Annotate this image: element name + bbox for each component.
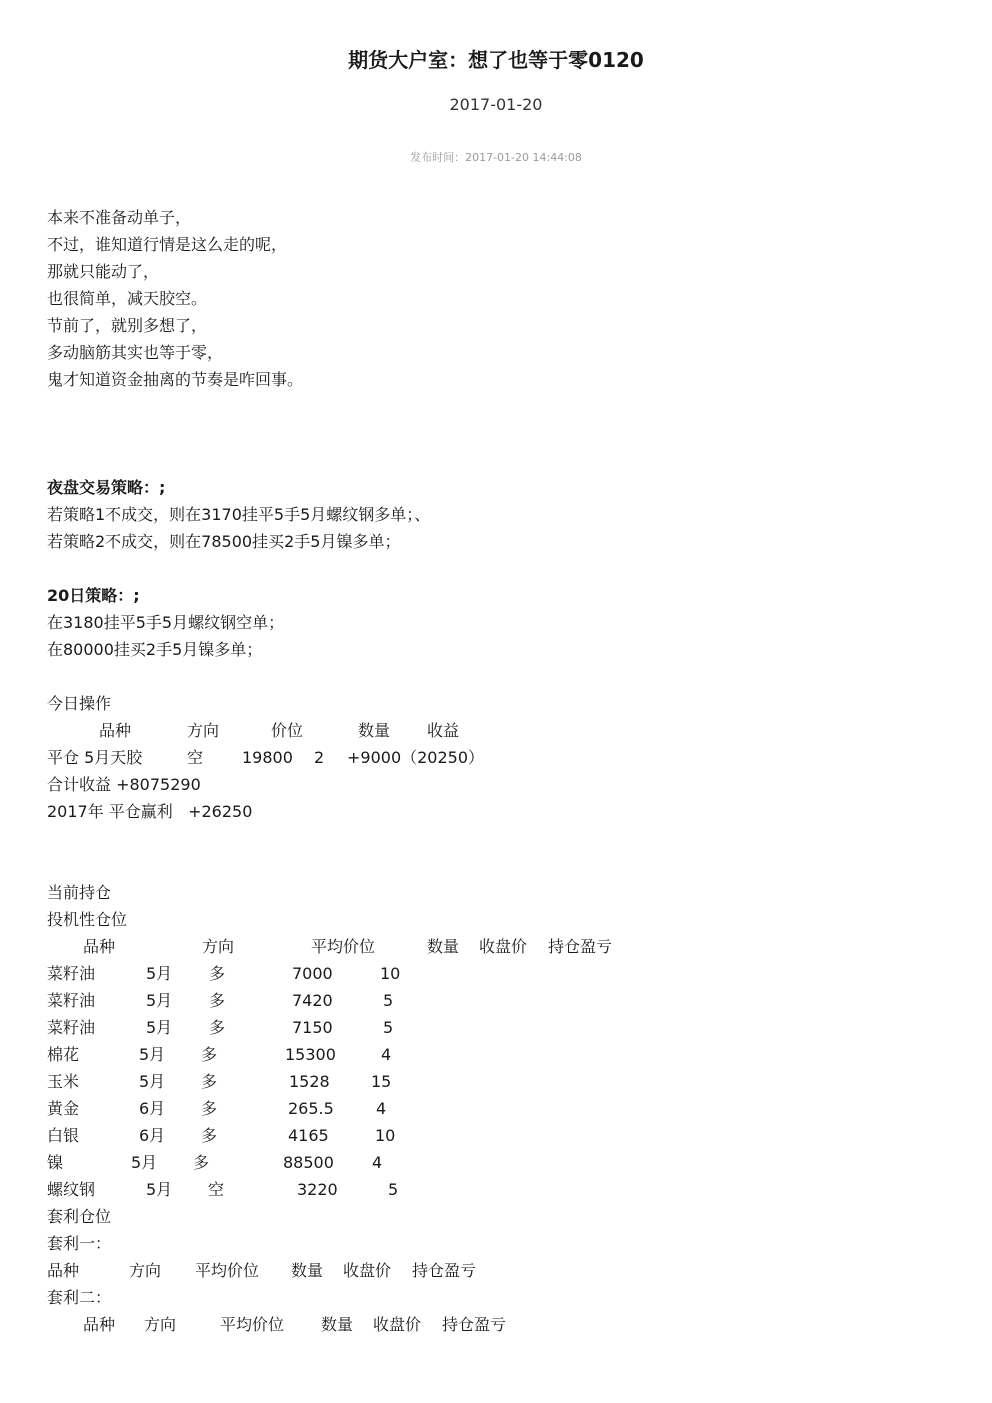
today-ops-header-row [47, 717, 947, 744]
col-header: 品种 [99, 721, 132, 740]
col-header: 平均价位 [195, 1261, 260, 1280]
cell: 多 [193, 1153, 210, 1172]
col-header: 品种 [47, 1261, 80, 1280]
cell: 7150 [292, 1018, 333, 1037]
table-row [47, 987, 947, 1014]
col-header: 数量 [358, 721, 391, 740]
col-header: 持仓盈亏 [548, 937, 613, 956]
intro-line: 那就只能动了， [47, 262, 160, 281]
col-header: 持仓盈亏 [442, 1315, 507, 1334]
table-row [47, 1014, 947, 1041]
col-header: 方向 [187, 721, 220, 740]
cell: 7420 [292, 991, 333, 1010]
intro-line: 鬼才知道资金抽离的节奏是咋回事。 [47, 370, 304, 389]
arb-positions-heading: 套利仓位 [47, 1207, 112, 1226]
cell: 多 [209, 964, 226, 983]
cell: 5月 [139, 1045, 166, 1064]
intro-line: 节前了，就别多想了， [47, 316, 208, 335]
cell: 19800 [242, 748, 293, 767]
col-header: 品种 [83, 937, 116, 956]
day-strategy-line: 在3180挂平5手5月螺纹钢空单； [47, 613, 285, 632]
col-header: 平均价位 [311, 937, 376, 956]
spacer [47, 825, 947, 879]
col-header: 方向 [144, 1315, 177, 1334]
cell: +9000（20250） [347, 748, 485, 767]
cell: 棉花 [47, 1045, 80, 1064]
cell: 5月 [146, 1018, 173, 1037]
arb1-header-row [47, 1257, 947, 1284]
cell: 4 [376, 1099, 387, 1118]
positions-header-row [47, 933, 947, 960]
cell: 多 [201, 1126, 218, 1145]
cell: 多 [201, 1099, 218, 1118]
arb2-label: 套利二： [47, 1288, 112, 1307]
spacer [47, 555, 947, 582]
cell: 6月 [139, 1126, 166, 1145]
table-row [47, 1149, 947, 1176]
cell: 空 [208, 1180, 225, 1199]
spacer [47, 663, 947, 690]
cell: 5月 [131, 1153, 158, 1172]
table-row [47, 1095, 947, 1122]
cell: 多 [201, 1072, 218, 1091]
article-body [47, 204, 947, 1338]
col-header: 数量 [291, 1261, 324, 1280]
cell: 3220 [297, 1180, 338, 1199]
table-row [47, 1122, 947, 1149]
table-row [47, 1176, 947, 1203]
publish-time: 发布时间：2017-01-20 14:44:08 [410, 151, 582, 164]
cell: 7000 [292, 964, 333, 983]
cell: 5 [388, 1180, 399, 1199]
article-title: 期货大户室：想了也等于零0120 [348, 48, 644, 72]
today-ops-heading: 今日操作 [47, 694, 112, 713]
cell: 菜籽油 [47, 991, 96, 1010]
cell: 15300 [285, 1045, 336, 1064]
col-header: 收益 [427, 721, 460, 740]
col-header: 价位 [271, 721, 304, 740]
intro-line: 也很简单，减天胶空。 [47, 289, 208, 308]
cell: 5月 [146, 964, 173, 983]
cell: 15 [371, 1072, 392, 1091]
cell: 平仓 5月天胶 [47, 748, 143, 767]
night-strategy-heading: 夜盘交易策略：; [47, 478, 166, 497]
today-ops-row [47, 744, 947, 771]
positions-heading: 当前持仓 [47, 883, 112, 902]
cell: 265.5 [288, 1099, 334, 1118]
cell: 多 [209, 991, 226, 1010]
table-row [47, 1041, 947, 1068]
night-strategy-line: 若策略2不成交，则在78500挂买2手5月镍多单； [47, 532, 401, 551]
arb2-header-row [47, 1311, 947, 1338]
day-strategy-line: 在80000挂买2手5月镍多单； [47, 640, 263, 659]
col-header: 收盘价 [373, 1315, 422, 1334]
col-header: 数量 [321, 1315, 354, 1334]
spacer [47, 393, 947, 474]
col-header: 平均价位 [220, 1315, 285, 1334]
cell: 5月 [146, 1180, 173, 1199]
table-row [47, 960, 947, 987]
cell: 10 [380, 964, 401, 983]
cell: 白银 [47, 1126, 80, 1145]
cell: 5 [383, 1018, 394, 1037]
intro-line: 本来不准备动单子， [47, 208, 192, 227]
cell: 5 [383, 991, 394, 1010]
cell: 10 [375, 1126, 396, 1145]
intro-line: 不过，谁知道行情是这么走的呢， [47, 235, 288, 254]
col-header: 收盘价 [343, 1261, 392, 1280]
col-header: 收盘价 [479, 937, 528, 956]
total-profit: 合计收益 +8075290 [47, 775, 201, 794]
cell: 4 [381, 1045, 392, 1064]
year-profit: 2017年 平仓赢利 +26250 [47, 802, 253, 821]
cell: 玉米 [47, 1072, 80, 1091]
cell: 4165 [288, 1126, 329, 1145]
table-row [47, 1068, 947, 1095]
cell: 1528 [289, 1072, 330, 1091]
cell: 菜籽油 [47, 1018, 96, 1037]
col-header: 方向 [129, 1261, 162, 1280]
cell: 黄金 [47, 1099, 80, 1118]
night-strategy-line: 若策略1不成交，则在3170挂平5手5月螺纹钢多单；、 [47, 505, 431, 524]
day-strategy-heading: 20日策略：; [47, 586, 140, 605]
col-header: 品种 [83, 1315, 116, 1334]
cell: 菜籽油 [47, 964, 96, 983]
spec-positions-heading: 投机性仓位 [47, 910, 128, 929]
cell: 5月 [139, 1072, 166, 1091]
cell: 多 [201, 1045, 218, 1064]
cell: 多 [209, 1018, 226, 1037]
col-header: 方向 [202, 937, 235, 956]
cell: 5月 [146, 991, 173, 1010]
cell: 螺纹钢 [47, 1180, 96, 1199]
cell: 镍 [47, 1153, 64, 1172]
arb1-label: 套利一： [47, 1234, 112, 1253]
cell: 4 [372, 1153, 383, 1172]
cell: 2 [314, 748, 325, 767]
cell: 6月 [139, 1099, 166, 1118]
cell: 88500 [283, 1153, 334, 1172]
cell: 空 [187, 748, 204, 767]
col-header: 数量 [427, 937, 460, 956]
col-header: 持仓盈亏 [412, 1261, 477, 1280]
intro-line: 多动脑筋其实也等于零， [47, 343, 224, 362]
article-date: 2017-01-20 [449, 95, 543, 114]
